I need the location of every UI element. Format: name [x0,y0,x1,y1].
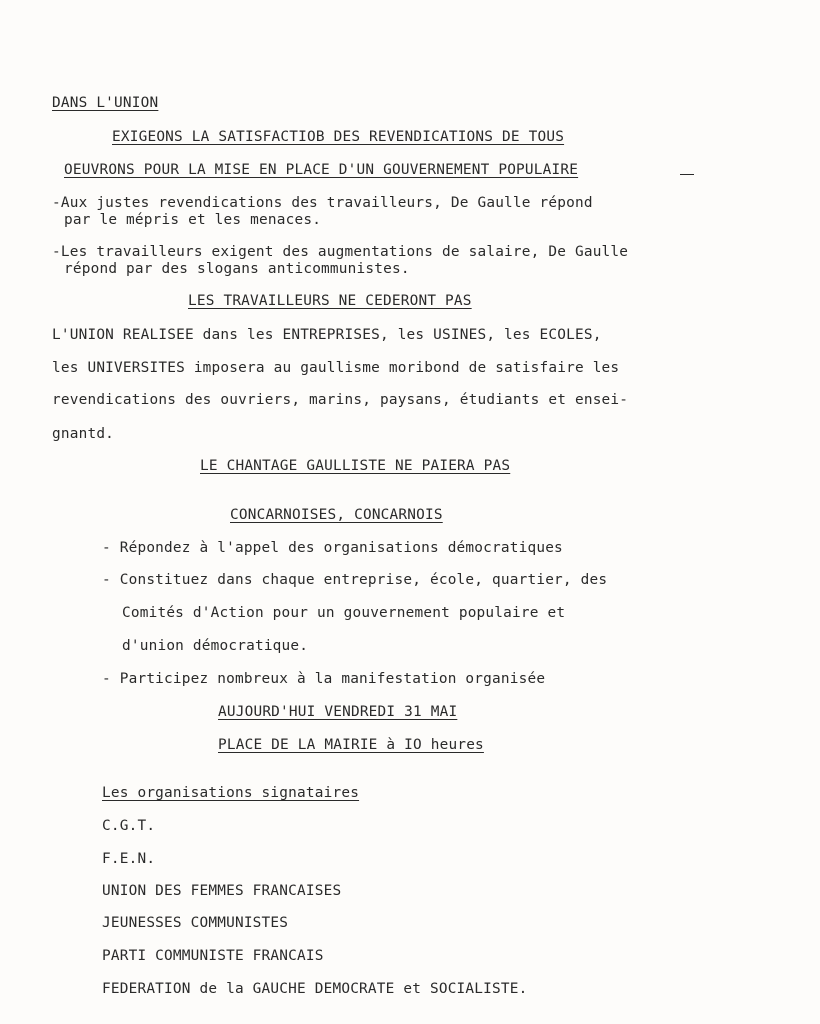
bullet-participez: - Participez nombreux à la manifestation organisée [102,671,546,687]
body-line-3: revendications des ouvriers, marins, paysans, étudiants et ensei- [52,392,629,408]
event-place-time: PLACE DE LA MAIRIE à IO heures [218,737,484,753]
signatory-fgds: FEDERATION de la GAUCHE DEMOCRATE et SOCIALISTE. [102,981,528,997]
header-line: DANS L'UNION [52,95,159,111]
heading-concarnoises: CONCARNOISES, CONCARNOIS [230,507,443,523]
signatory-cgt: C.G.T. [102,818,156,834]
heading-exigeons: EXIGEONS LA SATISFACTIOB DES REVENDICATIONS DE TOUS [112,129,565,145]
event-date: AUJOURD'HUI VENDREDI 31 MAI [218,704,458,720]
body-line-2: les UNIVERSITES imposera au gaullisme moribond de satisfaire les [52,360,620,376]
paragraph-2-line-2: répond par des slogans anticommunistes. [64,261,410,277]
body-line-1: L'UNION REALISEE dans les ENTREPRISES, les USINES, les ECOLES, [52,327,602,343]
signatories-heading: Les organisations signataires [102,785,360,801]
heading-chantage: LE CHANTAGE GAULLISTE NE PAIERA PAS [200,458,511,474]
underline-dash [680,174,694,175]
paragraph-1-line-1: -Aux justes revendications des travailleurs, De Gaulle répond [52,195,593,211]
bullet-constituez-line-1: - Constituez dans chaque entreprise, école, quartier, des [102,572,608,588]
paragraph-2-line-1: -Les travailleurs exigent des augmentations de salaire, De Gaulle [52,244,629,260]
paragraph-1-line-2: par le mépris et les menaces. [64,212,322,228]
bullet-constituez-line-3: d'union démocratique. [122,638,309,654]
signatory-ufr: UNION DES FEMMES FRANCAISES [102,883,342,899]
heading-travailleurs: LES TRAVAILLEURS NE CEDERONT PAS [188,293,472,309]
bullet-repondez: - Répondez à l'appel des organisations démocratiques [102,540,563,556]
heading-oeuvrons: OEUVRONS POUR LA MISE EN PLACE D'UN GOUVERNEMENT POPULAIRE [64,162,579,178]
signatory-pcf: PARTI COMMUNISTE FRANCAIS [102,948,324,964]
body-line-4: gnantd. [52,426,115,442]
signatory-fen: F.E.N. [102,851,156,867]
signatory-jeunesses: JEUNESSES COMMUNISTES [102,915,289,931]
bullet-constituez-line-2: Comités d'Action pour un gouvernement populaire et [122,605,566,621]
